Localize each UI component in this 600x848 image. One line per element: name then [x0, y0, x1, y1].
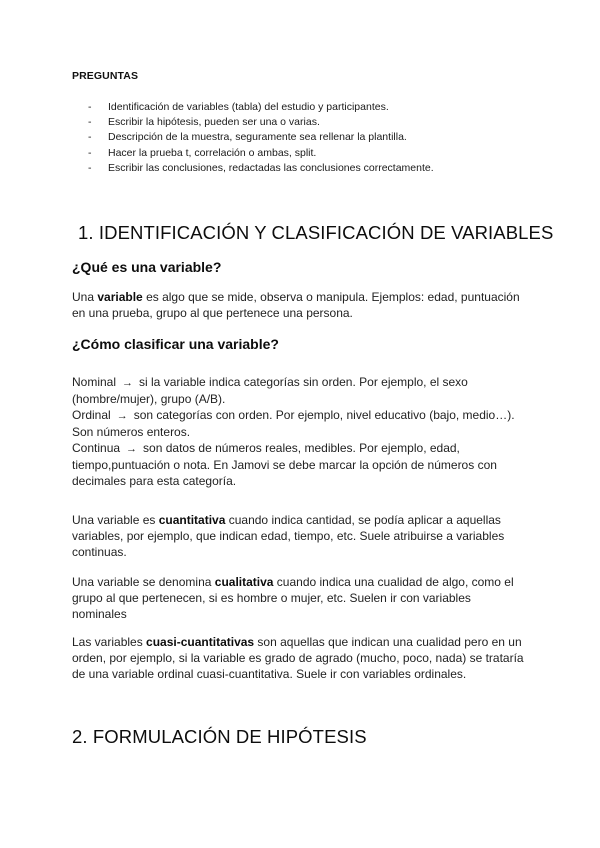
list-item — [88, 130, 434, 145]
text-run: es algo que se mide, observa o manipula. Ejemplos: edad, puntuación en una prueba, grupo al que pertenece una persona. — [72, 290, 520, 320]
type-desc-ordinal: son categorías con orden. Por ejemplo, nivel educativo (bajo, medio…). Son números enteros. — [72, 408, 515, 439]
section-2-heading: 2. FORMULACIÓN DE HIPÓTESIS — [72, 726, 367, 747]
right-arrow-icon: → — [122, 377, 134, 389]
bullet-dash: - — [88, 131, 92, 144]
right-arrow-icon: → — [116, 410, 128, 422]
right-arrow-icon: → — [126, 443, 138, 455]
type-name-nominal: Nominal — [72, 375, 117, 389]
cuantitativa-paragraph — [72, 512, 528, 560]
list-item — [88, 161, 434, 176]
text-run: Una variable se denomina — [72, 575, 215, 589]
how-to-classify-heading: ¿Cómo clasificar una variable? — [72, 336, 279, 352]
cuasi-cuantitativa-paragraph — [72, 634, 528, 682]
text-run: Una variable es — [72, 513, 159, 527]
list-item-text: Identificación de variables (tabla) del estudio y participantes. — [108, 101, 389, 113]
type-desc-continua: son datos de números reales, medibles. Por ejemplo, edad, tiempo,puntuación o nota. En Jamovi se debe marcar la opción de números con decimales para esta categoría. — [72, 441, 497, 488]
text-run: Una — [72, 290, 98, 304]
list-item — [88, 115, 434, 130]
preguntas-title: PREGUNTAS — [72, 70, 139, 82]
bold-term: variable — [97, 290, 143, 304]
list-item — [88, 146, 434, 161]
list-item — [88, 100, 434, 115]
variable-definition-paragraph — [72, 289, 528, 321]
text-run: cuando indica una cualidad de algo, como el grupo al que pertenecen, si es hombre o mujer, etc. Suelen ir con variables nominales — [72, 575, 514, 621]
bold-term: cuasi-cuantitativas — [146, 635, 255, 649]
bold-term: cuantitativa — [158, 513, 226, 527]
text-run: cuando indica cantidad, se podía aplicar a aquellas variables, por ejemplo, que indican edad, tiempo, etc. Suele atribuirse a variables continuas. — [72, 513, 505, 559]
bullet-dash: - — [88, 116, 92, 129]
text-run: Las variables — [72, 635, 147, 649]
bullet-dash: - — [88, 161, 92, 174]
bullet-dash: - — [88, 101, 92, 113]
list-item-text: Hacer la prueba t, correlación o ambas, split. — [108, 146, 317, 159]
classification-paragraph — [72, 374, 528, 489]
cualitativa-paragraph — [72, 574, 528, 622]
list-item-text: Descripción de la muestra, seguramente sea rellenar la plantilla. — [108, 131, 407, 144]
section-1-heading: 1. IDENTIFICACIÓN Y CLASIFICACIÓN DE VARIABLES — [78, 222, 554, 243]
bold-term: cualitativa — [214, 575, 274, 589]
preguntas-list — [88, 100, 434, 176]
list-item-text: Escribir la hipótesis, pueden ser una o varias. — [108, 116, 320, 129]
type-desc-nominal: si la variable indica categorías sin orden. Por ejemplo, el sexo (hombre/mujer), grupo (A/B). — [72, 375, 468, 406]
text-run: son aquellas que indican una cualidad pero en un orden, por ejemplo, si la variable es grado de agrado (mucho, poco, nada) se trataría de una variable ordinal cuasi-cuantitativa. Suele ir con variables ordinales. — [72, 635, 524, 681]
list-item-text: Escribir las conclusiones, redactadas las conclusiones correctamente. — [108, 161, 434, 174]
bullet-dash: - — [88, 146, 92, 159]
what-is-variable-heading: ¿Qué es una variable? — [72, 259, 222, 275]
type-name-continua: Continua — [72, 441, 121, 455]
type-name-ordinal: Ordinal — [72, 408, 111, 422]
